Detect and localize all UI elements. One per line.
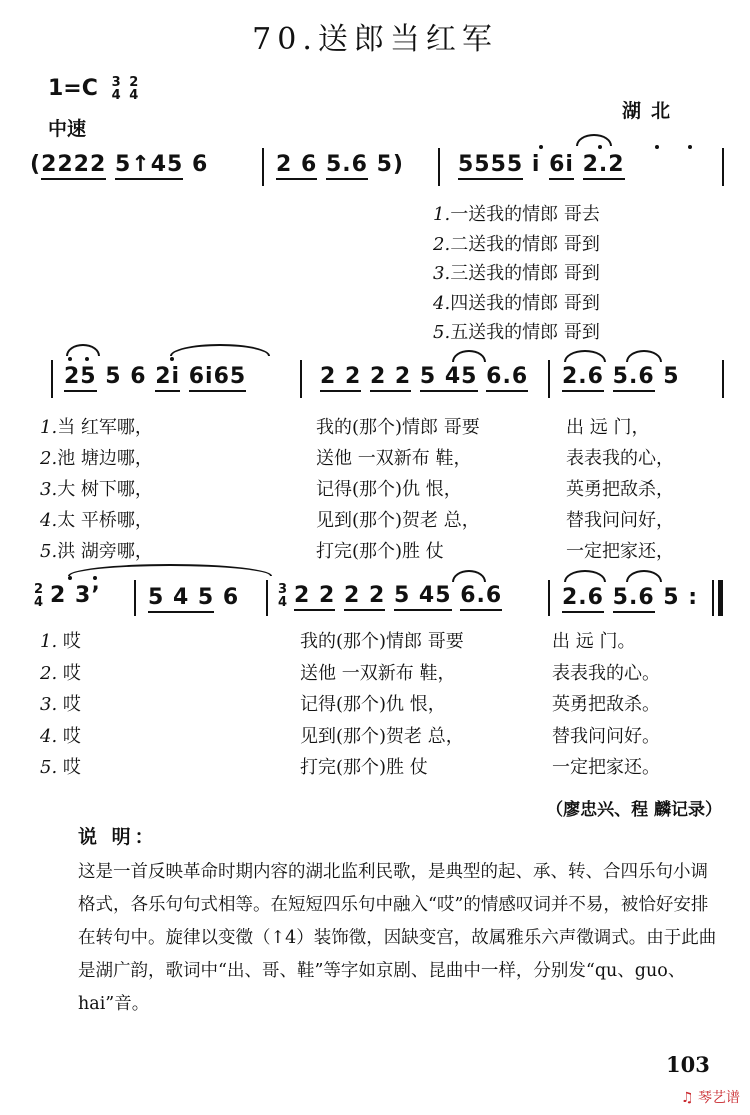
logo-icon: ♫ xyxy=(680,1090,694,1106)
verse-block-2-col-a xyxy=(40,412,153,567)
slur xyxy=(626,570,662,582)
verse-line: 5.五送我的情郎 哥到 xyxy=(433,322,600,343)
tempo-marking: 中速 xyxy=(48,118,87,140)
measure-10: 2.6 5.6 5 : xyxy=(562,585,698,610)
key-signature xyxy=(48,76,138,102)
measure-2: 2 6 5.6 5) xyxy=(276,152,404,177)
verse-line: 1.当 红军哪， xyxy=(40,417,153,438)
verse-line: 4. 哎 xyxy=(40,725,81,747)
verse-line: 5. 哎 xyxy=(40,757,81,778)
verse-line: 出 远 门。 xyxy=(552,631,636,652)
verse-line: 英勇把敌杀。 xyxy=(552,694,660,715)
verse-line: 打完(那个)胜 仗 xyxy=(316,541,444,562)
verse-line: 4.太 平桥哪， xyxy=(40,510,153,531)
high-octave-dot xyxy=(93,576,97,580)
time-signature-3-4: 3 4 xyxy=(111,75,121,103)
description-paragraph: 这是一首反映革命时期内容的湖北监利民歌，是典型的起、承、转、合四乐句小调格式，各乐句句式相等。在短短四乐句中融入“哎”的情感叹词并不易，被恰好安排在转句中。旋律以变徵（↑4）装饰徵，因缺变宫，故属雅乐六声徵调式。由于此曲是湖广韵，歌词中“出、哥、鞋”等字如京剧、昆曲中一样，分别发“qu、guo、hai”音。 xyxy=(78,862,717,1014)
measure-5: 2 2 2 2 5 45 6.6 xyxy=(320,364,528,389)
verse-line: 送他 一双新布 鞋， xyxy=(300,662,456,684)
high-octave-dot xyxy=(539,145,543,149)
verse-line: 3. 哎 xyxy=(40,694,81,715)
barline xyxy=(548,360,550,398)
verse-line: 1. 哎 xyxy=(40,631,81,652)
barline xyxy=(722,360,724,398)
notes-heading: 说 明： xyxy=(78,826,158,848)
barline xyxy=(548,580,550,616)
measure-1: (2222 5↑45 6 xyxy=(30,152,208,177)
high-octave-dot xyxy=(68,576,72,580)
verse-block-2-col-c xyxy=(566,412,674,567)
barline xyxy=(438,148,440,186)
verse-block-3-col-b xyxy=(300,626,464,784)
repeat-barline-thick xyxy=(718,580,723,616)
slur xyxy=(564,570,606,582)
barline xyxy=(300,360,302,398)
high-octave-dot xyxy=(170,357,174,361)
repeat-barline-thin xyxy=(712,580,714,616)
time-signature-2-4: 2 4 xyxy=(129,75,139,103)
verse-line: 表表我的心， xyxy=(566,448,674,469)
verse-line: 一定把家还， xyxy=(566,541,674,562)
verse-line: 见到(那个)贺老 总， xyxy=(300,725,464,747)
verse-block-3-col-a xyxy=(40,626,81,784)
barline xyxy=(266,580,268,616)
slur xyxy=(452,570,486,582)
verse-line: 替我问问好， xyxy=(566,510,674,531)
slur xyxy=(564,350,606,362)
song-title: 70.送郎当红军 xyxy=(252,22,498,57)
verse-line: 出 远 门， xyxy=(566,417,650,438)
measure-8: 5 4 5 6 xyxy=(148,585,239,610)
verse-line: 3.大 树下哪， xyxy=(40,479,153,500)
high-octave-dot xyxy=(655,145,659,149)
barline xyxy=(134,580,136,616)
barline xyxy=(262,148,264,186)
barline xyxy=(51,360,53,398)
verse-line: 见到(那个)贺老 总， xyxy=(316,510,480,531)
verse-line: 3.三送我的情郎 哥到 xyxy=(433,263,600,284)
verse-block-2-col-b xyxy=(316,412,480,567)
page-number: 103 xyxy=(666,1052,710,1077)
slur xyxy=(170,344,270,356)
verse-line: 打完(那个)胜 仗 xyxy=(300,757,428,778)
verse-line: 替我问问好。 xyxy=(552,725,660,747)
verse-line: 2.二送我的情郎 哥到 xyxy=(433,233,600,255)
verse-line: 记得(那个)仇 恨， xyxy=(316,479,462,500)
slur xyxy=(452,350,486,362)
slur xyxy=(576,134,612,146)
verse-line: 表表我的心。 xyxy=(552,662,660,684)
measure-9: 3 4 2 2 2 2 5 45 6.6 xyxy=(278,582,503,610)
verse-line: 送他 一双新布 鞋， xyxy=(316,448,472,469)
verse-line: 我的(那个)情郎 哥要 xyxy=(316,417,480,438)
slur xyxy=(626,350,662,362)
verse-line: 我的(那个)情郎 哥要 xyxy=(300,631,464,652)
high-octave-dot xyxy=(688,145,692,149)
key-label: 1=C xyxy=(48,76,98,101)
high-octave-dot xyxy=(68,357,72,361)
measure-3: 5555 i 6i 2.2 xyxy=(458,152,625,177)
verse-block-3-col-c xyxy=(552,626,660,784)
transcription-credit: （廖忠兴、程 麟记录） xyxy=(546,800,722,820)
measure-4: 25 5 6 2i 6i65 xyxy=(64,364,246,389)
verse-block-1 xyxy=(433,200,600,348)
verse-line: 英勇把敌杀， xyxy=(566,479,674,500)
watermark-logo: ♫ 琴艺谱 xyxy=(680,1090,740,1106)
verse-line: 一定把家还。 xyxy=(552,757,660,778)
measure-7: 2 4 2 3’ xyxy=(34,582,101,610)
barline xyxy=(722,148,724,186)
high-octave-dot xyxy=(85,357,89,361)
region-label: 湖北 xyxy=(622,100,681,122)
verse-line: 2. 哎 xyxy=(40,662,81,684)
slur xyxy=(66,344,100,356)
verse-line: 5.洪 湖旁哪， xyxy=(40,541,153,562)
verse-line: 4.四送我的情郎 哥到 xyxy=(433,292,600,314)
verse-line: 记得(那个)仇 恨， xyxy=(300,694,446,715)
verse-line: 2.池 塘边哪， xyxy=(40,448,153,469)
verse-line: 1.一送我的情郎 哥去 xyxy=(433,204,600,225)
measure-6: 2.6 5.6 5 xyxy=(562,364,680,389)
